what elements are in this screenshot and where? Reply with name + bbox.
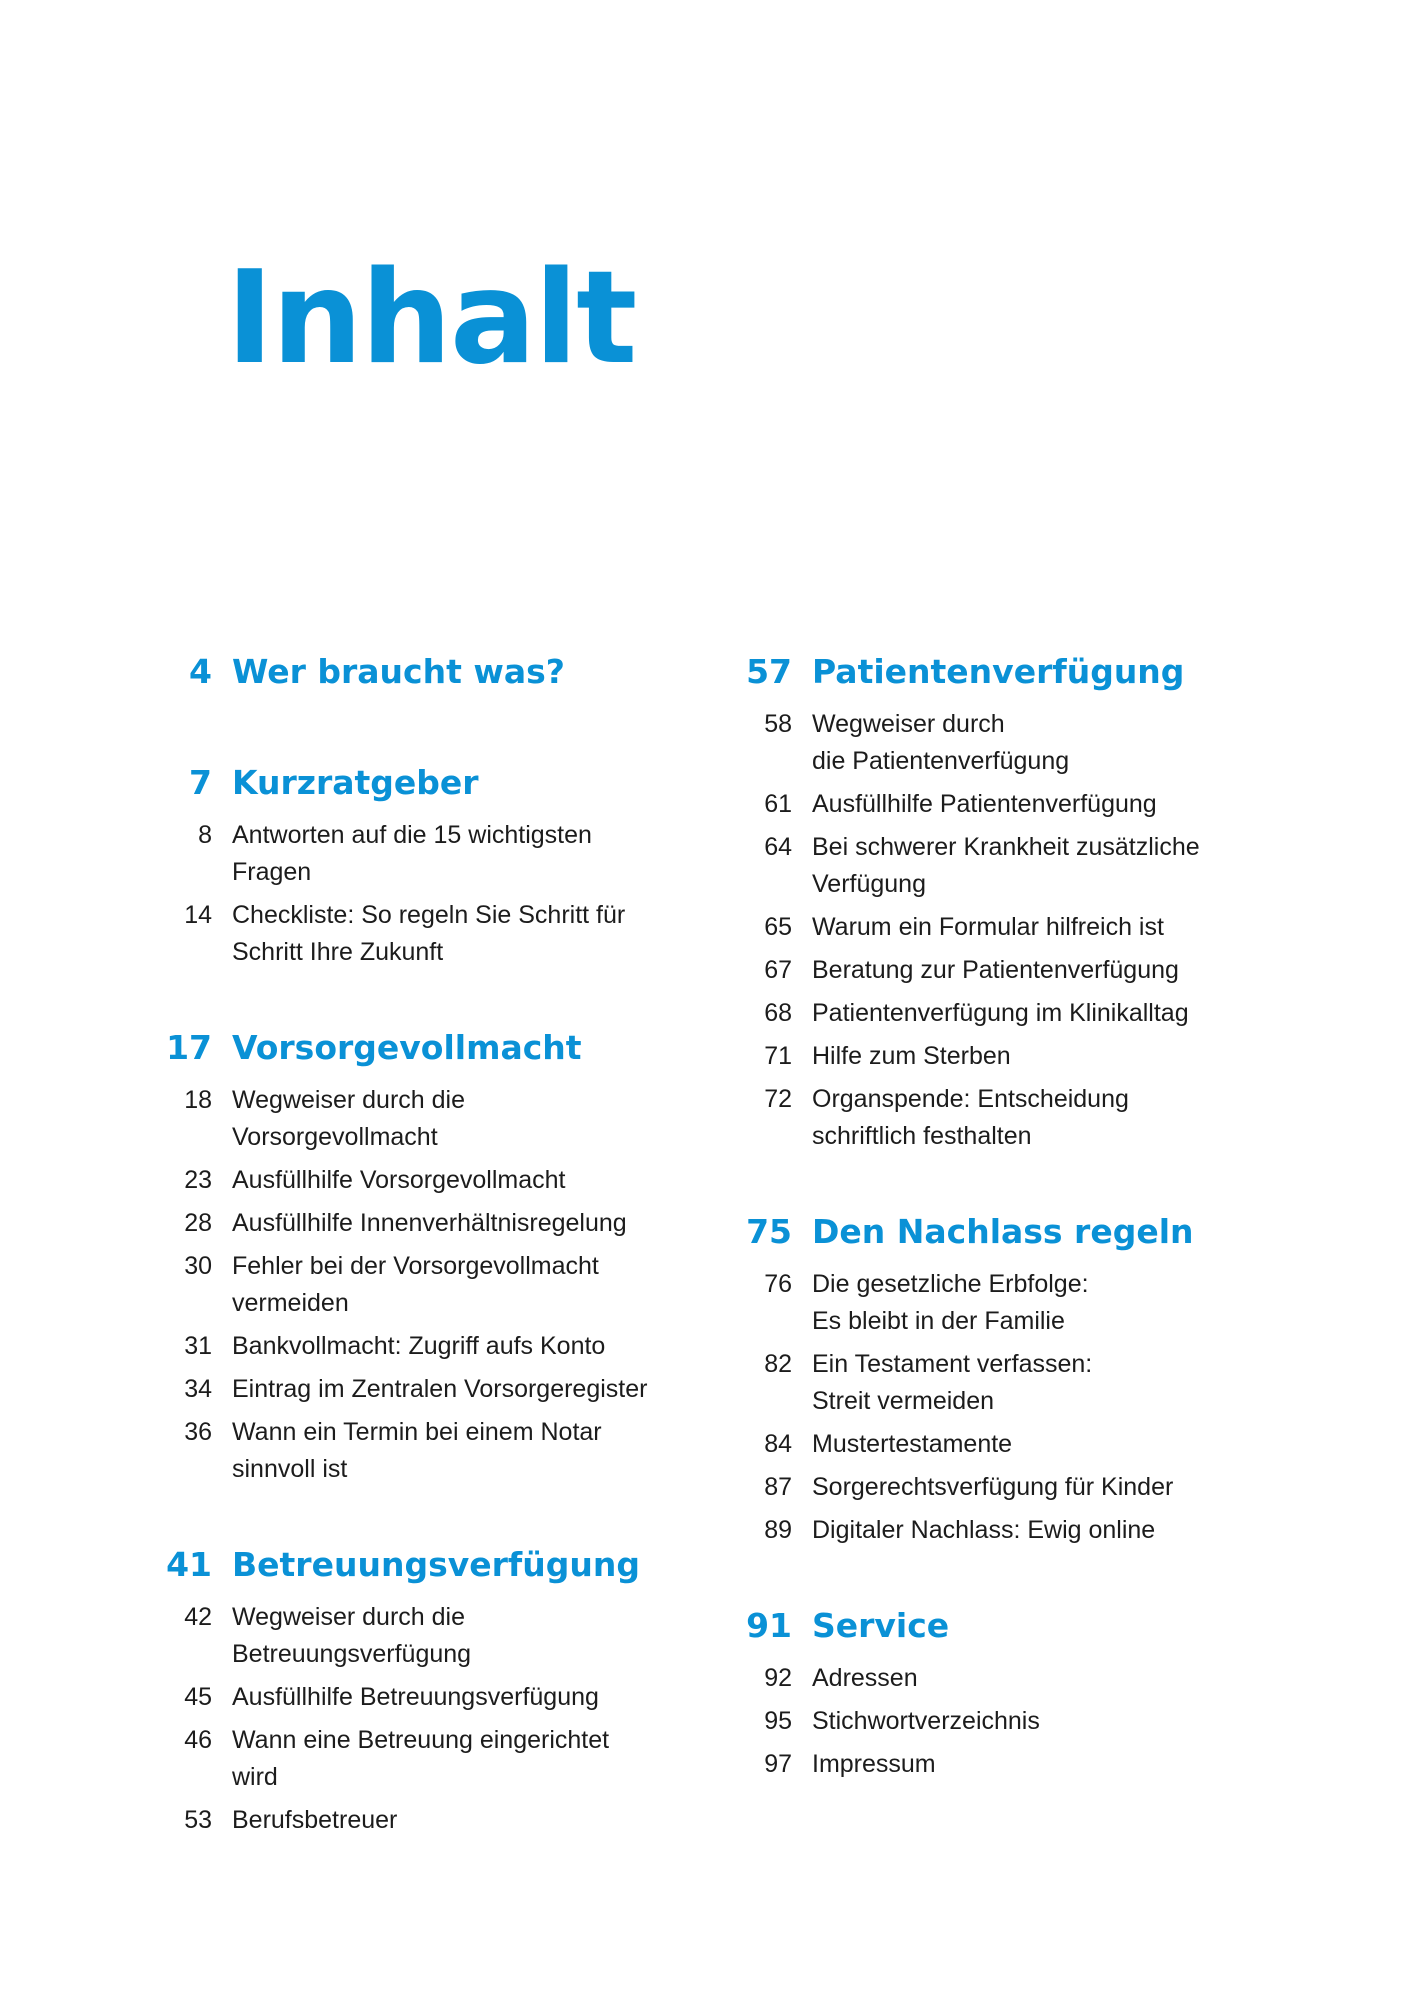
section-heading: [720, 652, 1300, 706]
toc-entry: [140, 1371, 700, 1408]
entry-title: Hilfe zum Sterben: [812, 1042, 1011, 1070]
section-heading: [140, 1545, 700, 1599]
toc-entry-list: [140, 1082, 700, 1488]
toc-entry: [140, 1162, 700, 1199]
entry-title: Antworten auf die 15 wichtigsten Fragen: [232, 821, 592, 886]
entry-title: Wegweiser durch die Betreuungsverfügung: [232, 1603, 472, 1668]
toc-entry-list: [140, 1599, 700, 1839]
entry-title: Fehler bei der Vorsorgevollmacht vermeiden: [232, 1252, 599, 1317]
toc-entry: [140, 1082, 700, 1156]
entry-page-number: 61: [764, 790, 792, 818]
entry-page-number: 34: [184, 1375, 212, 1403]
toc-section-wer-braucht-was: [140, 652, 700, 706]
toc-entry: [140, 1414, 700, 1488]
entry-title: Wegweiser durch die Vorsorgevollmacht: [232, 1086, 465, 1151]
entry-title: Ausfüllhilfe Vorsorgevollmacht: [232, 1166, 566, 1194]
toc-entry: [720, 786, 1300, 823]
entry-page-number: 30: [184, 1252, 212, 1280]
toc-entry: [140, 1328, 700, 1365]
toc-entry: [720, 1038, 1300, 1075]
entry-title: Bankvollmacht: Zugriff aufs Konto: [232, 1332, 606, 1360]
entry-title: Mustertestamente: [812, 1430, 1013, 1458]
toc-entry: [720, 1746, 1300, 1783]
toc-section-vorsorgevollmacht: [140, 1028, 700, 1488]
entry-page-number: 87: [764, 1473, 792, 1501]
toc-entry-list: [720, 706, 1300, 1155]
entry-title: Berufsbetreuer: [232, 1806, 398, 1834]
entry-page-number: 8: [198, 821, 212, 849]
entry-title: Digitaler Nachlass: Ewig online: [812, 1516, 1156, 1544]
entry-page-number: 31: [184, 1332, 212, 1360]
entry-page-number: 84: [764, 1430, 792, 1458]
entry-title: Warum ein Formular hilfreich ist: [812, 913, 1164, 941]
section-page-number: 7: [189, 763, 212, 802]
toc-entry: [720, 1660, 1300, 1697]
entry-page-number: 14: [184, 901, 212, 929]
entry-page-number: 68: [764, 999, 792, 1027]
entry-title: Wann eine Betreuung eingerichtet wird: [232, 1726, 610, 1791]
entry-title: Die gesetzliche Erbfolge: Es bleibt in der Familie: [812, 1270, 1089, 1335]
entry-page-number: 36: [184, 1418, 212, 1446]
section-title: Wer braucht was?: [232, 652, 565, 691]
section-heading: [720, 1212, 1300, 1266]
entry-title: Ausfüllhilfe Innenverhältnisregelung: [232, 1209, 627, 1237]
entry-page-number: 71: [764, 1042, 792, 1070]
entry-page-number: 64: [764, 833, 792, 861]
entry-title: Eintrag im Zentralen Vorsorgeregister: [232, 1375, 648, 1403]
entry-title: Ausfüllhilfe Patientenverfügung: [812, 790, 1157, 818]
entry-page-number: 76: [764, 1270, 792, 1298]
entry-page-number: 82: [764, 1350, 792, 1378]
entry-page-number: 18: [184, 1086, 212, 1114]
toc-entry: [140, 1802, 700, 1839]
entry-title: Ein Testament verfassen: Streit vermeiden: [812, 1350, 1093, 1415]
toc-entry-list: [720, 1660, 1300, 1783]
toc-section-kurzratgeber: [140, 763, 700, 971]
entry-page-number: 65: [764, 913, 792, 941]
toc-entry: [140, 1599, 700, 1673]
toc-entry-list: [140, 817, 700, 971]
entry-page-number: 58: [764, 710, 792, 738]
entry-title: Checkliste: So regeln Sie Schritt für Schritt Ihre Zukunft: [232, 901, 626, 966]
section-heading: [140, 652, 700, 706]
toc-entry: [720, 1703, 1300, 1740]
section-page-number: 41: [166, 1545, 212, 1584]
toc-section-service: [720, 1606, 1300, 1783]
toc-entry: [720, 1081, 1300, 1155]
section-title: Patientenverfügung: [812, 652, 1185, 691]
entry-page-number: 92: [764, 1664, 792, 1692]
toc-entry: [140, 1679, 700, 1716]
toc-entry: [140, 1205, 700, 1242]
section-page-number: 4: [189, 652, 212, 691]
entry-page-number: 89: [764, 1516, 792, 1544]
entry-title: Adressen: [812, 1664, 918, 1692]
entry-title: Impressum: [812, 1750, 936, 1778]
toc-entry: [720, 952, 1300, 989]
entry-page-number: 28: [184, 1209, 212, 1237]
entry-title: Wann ein Termin bei einem Notar sinnvoll ist: [232, 1418, 602, 1483]
section-page-number: 75: [746, 1212, 792, 1251]
entry-title: Wegweiser durch die Patientenverfügung: [812, 710, 1070, 775]
toc-entry: [720, 829, 1300, 903]
section-title: Vorsorgevollmacht: [232, 1028, 582, 1067]
toc-section-patientenverfuegung: [720, 652, 1300, 1155]
toc-column-right: [720, 652, 1300, 1840]
section-title: Service: [812, 1606, 950, 1645]
toc-section-betreuungsverfuegung: [140, 1545, 700, 1839]
entry-page-number: 67: [764, 956, 792, 984]
toc-entry: [140, 1248, 700, 1322]
section-page-number: 57: [746, 652, 792, 691]
toc-section-den-nachlass-regeln: [720, 1212, 1300, 1549]
toc-entry: [720, 1346, 1300, 1420]
page-title: Inhalt: [226, 244, 636, 393]
toc-entry: [140, 1722, 700, 1796]
section-heading: [140, 1028, 700, 1082]
section-title: Kurzratgeber: [232, 763, 479, 802]
section-page-number: 91: [746, 1606, 792, 1645]
section-heading: [720, 1606, 1300, 1660]
toc-entry: [720, 1266, 1300, 1340]
toc-entry: [720, 1512, 1300, 1549]
entry-title: Bei schwerer Krankheit zusätzliche Verfügung: [812, 833, 1200, 898]
section-title: Betreuungsverfügung: [232, 1545, 640, 1584]
toc-entry-list: [720, 1266, 1300, 1549]
entry-title: Stichwortverzeichnis: [812, 1707, 1040, 1735]
section-title: Den Nachlass regeln: [812, 1212, 1194, 1251]
entry-page-number: 46: [184, 1726, 212, 1754]
section-page-number: 17: [166, 1028, 212, 1067]
entry-title: Beratung zur Patientenverfügung: [812, 956, 1179, 984]
entry-title: Organspende: Entscheidung schriftlich festhalten: [812, 1085, 1129, 1150]
entry-page-number: 23: [184, 1166, 212, 1194]
toc-entry: [140, 817, 700, 891]
entry-page-number: 95: [764, 1707, 792, 1735]
entry-title: Patientenverfügung im Klinikalltag: [812, 999, 1189, 1027]
entry-page-number: 53: [184, 1806, 212, 1834]
toc-entry: [140, 897, 700, 971]
entry-title: Ausfüllhilfe Betreuungsverfügung: [232, 1683, 599, 1711]
entry-page-number: 97: [764, 1750, 792, 1778]
toc-entry: [720, 706, 1300, 780]
toc-entry: [720, 1426, 1300, 1463]
toc-entry: [720, 909, 1300, 946]
entry-page-number: 45: [184, 1683, 212, 1711]
entry-title: Sorgerechtsverfügung für Kinder: [812, 1473, 1174, 1501]
entry-page-number: 72: [764, 1085, 792, 1113]
section-heading: [140, 763, 700, 817]
entry-page-number: 42: [184, 1603, 212, 1631]
toc-column-left: [140, 652, 700, 1896]
toc-entry: [720, 995, 1300, 1032]
toc-entry: [720, 1469, 1300, 1506]
